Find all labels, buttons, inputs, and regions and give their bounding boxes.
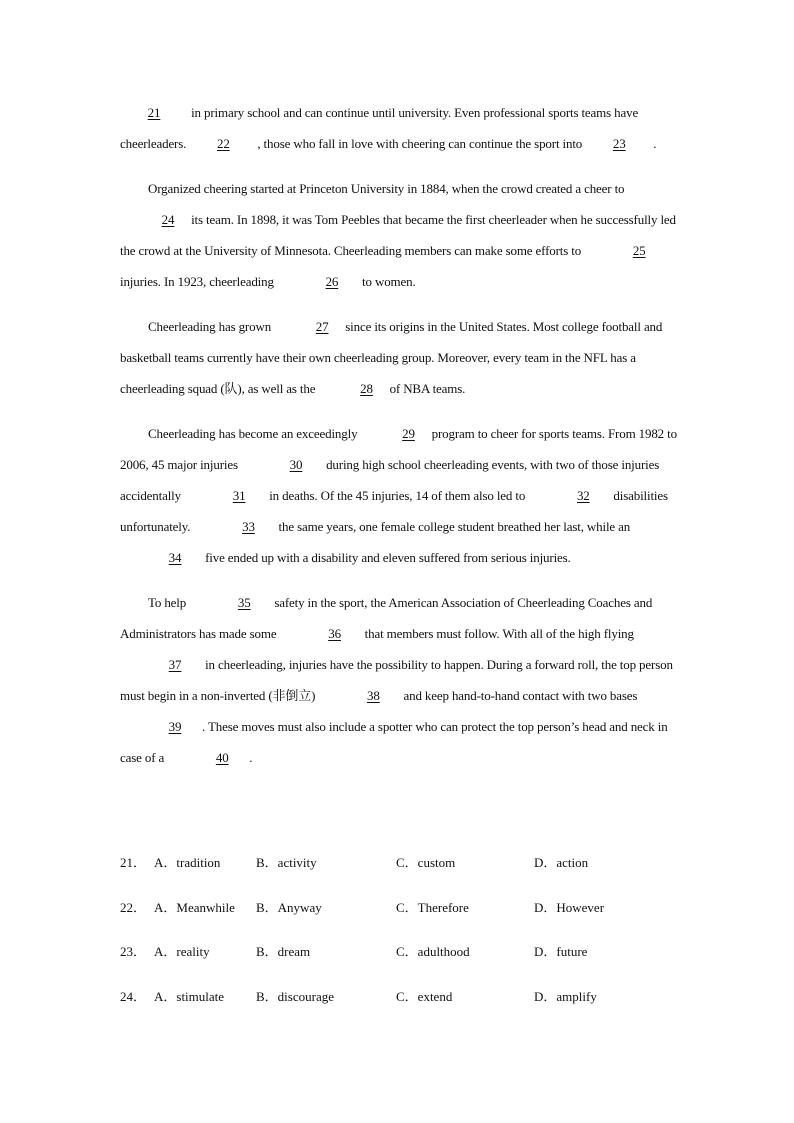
text: . — [653, 136, 657, 151]
text: Organized cheering started at Princeton University in 1884, when the crowd created a cheer to — [148, 181, 625, 196]
blank-25: 25 — [632, 243, 646, 258]
question-number: 22． — [120, 899, 147, 915]
blank-23: 23 — [612, 136, 626, 151]
question-row-21 — [120, 852, 680, 897]
text: in primary school and can continue until university. Even professional sports teams have cheerleaders. — [120, 105, 639, 151]
blank-33: 33 — [242, 519, 255, 534]
blank-37: 37 — [168, 657, 182, 672]
option-d[interactable]: D．However — [534, 899, 605, 915]
option-a[interactable]: A．tradition — [154, 855, 221, 870]
paragraph-4 — [120, 418, 680, 573]
option-a[interactable]: A．stimulate — [154, 988, 225, 1004]
text: in cheerleading, injuries have the possibility to happen. During a forward roll, the top person must begin in a non-inverted (非倒立) — [120, 657, 673, 703]
blank-24: 24 — [161, 212, 175, 227]
option-b[interactable]: B．discourage — [256, 988, 334, 1004]
blank-39: 39 — [168, 719, 182, 734]
text: . These moves must also include a spotter who can protect the top person’s head and neck in case of a — [120, 719, 668, 765]
blank-28: 28 — [360, 381, 373, 396]
text: Cheerleading has become an exceedingly — [148, 426, 361, 441]
text: its team. In 1898, it was Tom Peebles that became the first cheerleader when he successfully led the crowd at the University of Minnesota. Cheerleading members can make some efforts to — [120, 212, 676, 258]
question-row-24 — [120, 986, 680, 1031]
option-d[interactable]: D．amplify — [534, 988, 597, 1004]
option-d[interactable]: D．action — [534, 855, 589, 870]
text: of NBA teams. — [386, 381, 466, 396]
blank-30: 30 — [289, 457, 303, 472]
question-number: 21． — [120, 855, 147, 870]
blank-27: 27 — [315, 319, 329, 334]
text: five ended up with a disability and eleven suffered from serious injuries. — [202, 550, 571, 565]
blank-34: 34 — [168, 550, 182, 565]
text: the same years, one female college student breathed her last, while an — [275, 519, 631, 534]
paragraph-3 — [120, 311, 680, 404]
paragraph-1 — [120, 97, 680, 159]
blank-31: 31 — [232, 488, 246, 503]
blank-29: 29 — [402, 426, 415, 441]
blank-38: 38 — [367, 688, 380, 703]
option-c[interactable]: C．extend — [396, 988, 453, 1004]
text: safety in the sport, the American Association of Cheerleading Coaches and Administrators has made some — [120, 595, 653, 641]
text: during high school cheerleading events, with two of those injuries accidentally — [120, 457, 660, 503]
option-c[interactable]: C．Therefore — [396, 899, 469, 915]
text: in deaths. Of the 45 injuries, 14 of them also led to — [266, 488, 529, 503]
question-number: 23． — [120, 944, 147, 959]
blank-21: 21 — [147, 105, 161, 120]
option-b[interactable]: B．dream — [256, 944, 311, 959]
cloze-passage — [120, 97, 680, 787]
option-b[interactable]: B．activity — [256, 855, 317, 870]
text: to women. — [358, 274, 416, 289]
text: and keep hand-to-hand contact with two bases — [400, 688, 638, 703]
text: disabilities unfortunately. — [120, 488, 668, 534]
option-a[interactable]: A．Meanwhile — [154, 899, 235, 915]
answer-options — [120, 852, 680, 1030]
option-c[interactable]: C．custom — [396, 855, 456, 870]
text: program to cheer for sports teams. From 1982 to 2006, 45 major injuries — [120, 426, 677, 472]
option-b[interactable]: B．Anyway — [256, 899, 322, 915]
question-row-23 — [120, 941, 680, 986]
blank-36: 36 — [328, 626, 341, 641]
paragraph-2 — [120, 173, 680, 297]
blank-40: 40 — [215, 750, 229, 765]
text: Cheerleading has grown — [148, 319, 275, 334]
blank-35: 35 — [237, 595, 251, 610]
text: , those who fall in love with cheering can continue the sport into — [257, 136, 586, 151]
text: since its origins in the United States. Most college football and basketball teams currently have their own cheerleading group. Moreover, every team in the NFL has a cheerleading squad (队), as well as the — [120, 319, 663, 396]
question-number: 24． — [120, 988, 147, 1004]
text: injuries. In 1923, cheerleading — [120, 274, 277, 289]
text: To help — [148, 595, 190, 610]
option-d[interactable]: D．future — [534, 944, 588, 959]
text: . — [249, 750, 253, 765]
blank-26: 26 — [325, 274, 339, 289]
paragraph-5 — [120, 587, 680, 773]
option-c[interactable]: C．adulthood — [396, 944, 470, 959]
blank-22: 22 — [217, 136, 230, 151]
text: that members must follow. With all of the high flying — [361, 626, 634, 641]
blank-32: 32 — [576, 488, 590, 503]
question-row-22 — [120, 897, 680, 942]
option-a[interactable]: A．reality — [154, 944, 210, 959]
